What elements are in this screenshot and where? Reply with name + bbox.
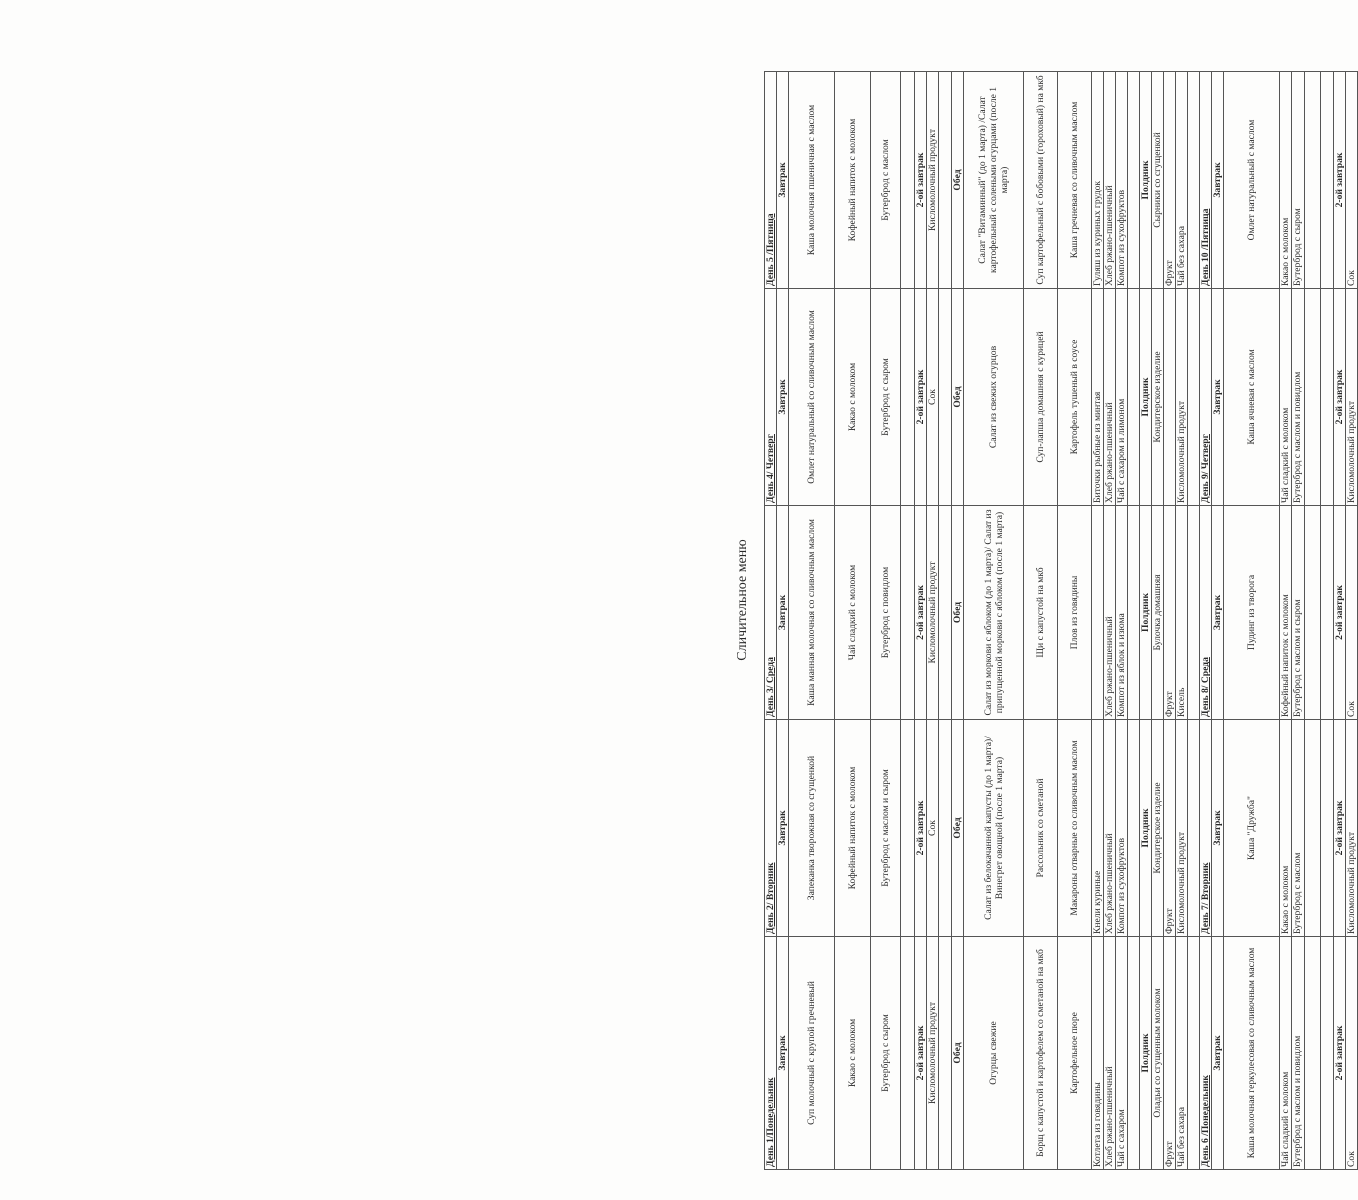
- dish-cell: Фрукт: [1164, 72, 1176, 289]
- dish-cell: Чай без сахара: [1176, 937, 1188, 1170]
- meal-label: Полдник: [1140, 720, 1152, 937]
- dish-cell: [1304, 72, 1320, 289]
- dish-cell: Сок: [927, 720, 939, 937]
- menu-row: [1188, 72, 1200, 1170]
- dish-cell: Биточки рыбные из минтая: [1092, 289, 1104, 506]
- dish-cell: [901, 72, 915, 289]
- meal-label: Полдник: [1140, 72, 1152, 289]
- dish-cell: Чай без сахара: [1176, 72, 1188, 289]
- dish-cell: Кофейный напиток с молоком: [1280, 506, 1292, 720]
- day-label: День 4/ Четверг: [765, 289, 777, 506]
- dish-cell: Компот из сухофруктов: [1116, 720, 1128, 937]
- meal-label: 2-ой завтрак: [915, 937, 927, 1170]
- menu-row: [1116, 72, 1128, 1170]
- menu-row: [1280, 72, 1292, 1170]
- dish-cell: Рассольник со сметаной: [1024, 720, 1058, 937]
- dish-cell: Картофель тушеный в соусе: [1058, 289, 1092, 506]
- dish-cell: Сок: [1345, 937, 1357, 1170]
- dish-cell: [1092, 506, 1104, 720]
- menu-table: [764, 71, 1358, 1170]
- dish-cell: Бутерброд с повидлом: [871, 506, 901, 720]
- dish-cell: Бутерброд с сыром: [871, 937, 901, 1170]
- meal-label: Завтрак: [1212, 289, 1224, 506]
- meal-label: Завтрак: [777, 720, 789, 937]
- dish-cell: [901, 289, 915, 506]
- menu-row: [835, 72, 871, 1170]
- meal-label: Завтрак: [777, 289, 789, 506]
- dish-cell: [901, 937, 915, 1170]
- dish-cell: Какао с молоком: [1280, 720, 1292, 937]
- menu-row: [927, 72, 939, 1170]
- dish-cell: Картофельное пюре: [1058, 937, 1092, 1170]
- dish-cell: Суп молочный с крупой гречневый: [789, 937, 835, 1170]
- dish-cell: Каша "Дружба": [1224, 720, 1280, 937]
- meal-label: Обед: [952, 506, 964, 720]
- dish-cell: [1320, 720, 1333, 937]
- menu-row: [1320, 72, 1333, 1170]
- dish-cell: Чай сладкий с молоком: [1280, 937, 1292, 1170]
- dish-cell: Бутерброд с сыром: [871, 289, 901, 506]
- dish-cell: [1320, 72, 1333, 289]
- dish-cell: [1128, 506, 1140, 720]
- dish-cell: Омлет натуральный со сливочным маслом: [789, 289, 835, 506]
- dish-cell: Хлеб ржано-пшеничный: [1104, 937, 1116, 1170]
- dish-cell: Хлеб ржано-пшеничный: [1104, 506, 1116, 720]
- meal-header-row: [1140, 72, 1152, 1170]
- meal-label: Обед: [952, 289, 964, 506]
- meal-label: Полдник: [1140, 289, 1152, 506]
- dish-cell: Сок: [1345, 506, 1357, 720]
- day-label: День 7/ Вторник: [1200, 720, 1212, 937]
- menu-row: [1304, 72, 1320, 1170]
- meal-label: Завтрак: [777, 506, 789, 720]
- day-header-row: [1200, 72, 1212, 1170]
- dish-cell: [1304, 937, 1320, 1170]
- dish-cell: Сок: [1345, 72, 1357, 289]
- dish-cell: Салат из белокачанной капусты (до 1 марта)/ Винегрет овощной (после 1 марта): [964, 720, 1024, 937]
- dish-cell: Каша молочная пшеничная с маслом: [789, 72, 835, 289]
- day-label: День 8/ Среда: [1200, 506, 1212, 720]
- day-label: День 6 /Понедельник: [1200, 937, 1212, 1170]
- menu-row: [1152, 72, 1164, 1170]
- dish-cell: Какао с молоком: [835, 937, 871, 1170]
- day-label: День 5 /Пятница: [765, 72, 777, 289]
- menu-row: [964, 72, 1024, 1170]
- meal-label: Полдник: [1140, 937, 1152, 1170]
- meal-header-row: [1212, 72, 1224, 1170]
- dish-cell: [1304, 289, 1320, 506]
- dish-cell: Чай с сахаром и лимоном: [1116, 289, 1128, 506]
- dish-cell: [901, 720, 915, 937]
- page-title: Сличительное меню: [735, 539, 750, 661]
- dish-cell: Хлеб ржано-пшеничный: [1104, 720, 1116, 937]
- dish-cell: Кондитерское изделие: [1152, 289, 1164, 506]
- dish-cell: Кисломолочный продукт: [927, 937, 939, 1170]
- dish-cell: Кисломолочный продукт: [1345, 720, 1357, 937]
- dish-cell: Борщ с капустой и картофелем со сметаной на мкб: [1024, 937, 1058, 1170]
- menu-row: [1224, 72, 1280, 1170]
- dish-cell: Бутерброд с маслом и повидлом: [1292, 289, 1304, 506]
- dish-cell: [1128, 72, 1140, 289]
- dish-cell: Кисель: [1176, 506, 1188, 720]
- dish-cell: Щи с капустой на мкб: [1024, 506, 1058, 720]
- day-label: День 10 /Пятница: [1200, 72, 1212, 289]
- dish-cell: Каша ячневая с маслом: [1224, 289, 1280, 506]
- menu-row: [1345, 72, 1357, 1170]
- day-label: День 1/Понедельник: [765, 937, 777, 1170]
- dish-cell: Чай сладкий с молоком: [835, 506, 871, 720]
- dish-cell: [1320, 506, 1333, 720]
- dish-cell: Сырники со сгущенкой: [1152, 72, 1164, 289]
- menu-row: [871, 72, 901, 1170]
- dish-cell: Компот из яблок и изюма: [1116, 506, 1128, 720]
- dish-cell: Пудинг из творога: [1224, 506, 1280, 720]
- dish-cell: Кофейный напиток с молоком: [835, 72, 871, 289]
- dish-cell: [939, 289, 952, 506]
- menu-row: [1092, 72, 1104, 1170]
- meal-label: 2-ой завтрак: [1333, 506, 1345, 720]
- day-label: День 3/ Среда: [765, 506, 777, 720]
- dish-cell: [1320, 289, 1333, 506]
- dish-cell: Кисломолочный продукт: [1176, 289, 1188, 506]
- menu-row: [789, 72, 835, 1170]
- dish-cell: [1164, 289, 1176, 506]
- meal-label: 2-ой завтрак: [1333, 72, 1345, 289]
- dish-cell: Кисломолочный продукт: [927, 72, 939, 289]
- dish-cell: Кофейный напиток с молоком: [835, 720, 871, 937]
- meal-label: Завтрак: [777, 937, 789, 1170]
- dish-cell: Салат "Витаминный" (до 1 марта) /Салат картофельный с солеными огурцами (после 1 марта): [964, 72, 1024, 289]
- dish-cell: Фрукт: [1164, 506, 1176, 720]
- dish-cell: Кнели куриные: [1092, 720, 1104, 937]
- meal-label: 2-ой завтрак: [1333, 937, 1345, 1170]
- dish-cell: [1188, 72, 1200, 289]
- menu-row: [1058, 72, 1092, 1170]
- dish-cell: Каша гречневая со сливочным маслом: [1058, 72, 1092, 289]
- dish-cell: [939, 720, 952, 937]
- menu-row: [1128, 72, 1140, 1170]
- dish-cell: Котлета из говядины: [1092, 937, 1104, 1170]
- meal-label: Обед: [952, 937, 964, 1170]
- dish-cell: [1128, 937, 1140, 1170]
- dish-cell: Кондитерское изделие: [1152, 720, 1164, 937]
- dish-cell: Чай сладкий с молоком: [1280, 289, 1292, 506]
- dish-cell: [1188, 937, 1200, 1170]
- dish-cell: [1188, 506, 1200, 720]
- dish-cell: [939, 937, 952, 1170]
- meal-label: 2-ой завтрак: [1333, 289, 1345, 506]
- meal-label: Завтрак: [777, 72, 789, 289]
- dish-cell: Кисломолочный продукт: [927, 506, 939, 720]
- menu-row: [1176, 72, 1188, 1170]
- dish-cell: Сок: [927, 289, 939, 506]
- dish-cell: Огурцы свежие: [964, 937, 1024, 1170]
- meal-header-row: [1333, 72, 1345, 1170]
- menu-row: [901, 72, 915, 1170]
- dish-cell: [1128, 289, 1140, 506]
- dish-cell: Фрукт: [1164, 720, 1176, 937]
- dish-cell: [1188, 289, 1200, 506]
- dish-cell: [939, 72, 952, 289]
- meal-label: Обед: [952, 720, 964, 937]
- dish-cell: [1320, 937, 1333, 1170]
- dish-cell: [1188, 720, 1200, 937]
- day-label: День 2/ Вторник: [765, 720, 777, 937]
- menu-row: [1104, 72, 1116, 1170]
- meal-label: 2-ой завтрак: [1333, 720, 1345, 937]
- dish-cell: Булочка домашняя: [1152, 506, 1164, 720]
- meal-label: Обед: [952, 72, 964, 289]
- dish-cell: Гуляш из куриных грудок: [1092, 72, 1104, 289]
- menu-row: [1164, 72, 1176, 1170]
- meal-label: Завтрак: [1212, 72, 1224, 289]
- meal-label: 2-ой завтрак: [915, 506, 927, 720]
- dish-cell: Омлет натуральный с маслом: [1224, 72, 1280, 289]
- dish-cell: Салат из моркови с яблоком (до 1 марта)/ Салат из припущенной моркови с яблоком (после 1 марта): [964, 506, 1024, 720]
- dish-cell: [1304, 506, 1320, 720]
- dish-cell: Бутерброд с сыром: [1292, 72, 1304, 289]
- dish-cell: Кисломолочный продукт: [1345, 289, 1357, 506]
- dish-cell: Суп-лапша домашняя с курицей: [1024, 289, 1058, 506]
- dish-cell: Чай с сахаром: [1116, 937, 1128, 1170]
- dish-cell: Кисломолочный продукт: [1176, 720, 1188, 937]
- meal-label: 2-ой завтрак: [915, 720, 927, 937]
- dish-cell: Каша манная молочная со сливочным маслом: [789, 506, 835, 720]
- meal-label: Полдник: [1140, 506, 1152, 720]
- meal-header-row: [915, 72, 927, 1170]
- dish-cell: Салат из свежих огурцов: [964, 289, 1024, 506]
- dish-cell: Бутерброд с маслом: [871, 72, 901, 289]
- dish-cell: [1304, 720, 1320, 937]
- dish-cell: Запеканка творожная со сгущенкой: [789, 720, 835, 937]
- dish-cell: Бутерброд с маслом и повидлом: [1292, 937, 1304, 1170]
- meal-header-row: [777, 72, 789, 1170]
- dish-cell: Бутерброд с маслом и сыром: [1292, 506, 1304, 720]
- meal-label: Завтрак: [1212, 720, 1224, 937]
- menu-row: [1024, 72, 1058, 1170]
- meal-label: Завтрак: [1212, 506, 1224, 720]
- day-label: День 9/ Четверг: [1200, 289, 1212, 506]
- meal-label: Завтрак: [1212, 937, 1224, 1170]
- dish-cell: Хлеб ржано-пшеничный: [1104, 72, 1116, 289]
- dish-cell: Каша молочная геркулесовая со сливочным маслом: [1224, 937, 1280, 1170]
- dish-cell: Бутерброд с маслом: [1292, 720, 1304, 937]
- dish-cell: Какао с молоком: [1280, 72, 1292, 289]
- dish-cell: Макароны отварные со сливочным маслом: [1058, 720, 1092, 937]
- meal-header-row: [952, 72, 964, 1170]
- menu-row: [939, 72, 952, 1170]
- dish-cell: Суп картофельный с бобовыми (гороховый) на мкб: [1024, 72, 1058, 289]
- day-header-row: [765, 72, 777, 1170]
- dish-cell: Бутерброд с маслом и сыром: [871, 720, 901, 937]
- menu-row: [1292, 72, 1304, 1170]
- dish-cell: Фрукт: [1164, 937, 1176, 1170]
- dish-cell: Какао с молоком: [835, 289, 871, 506]
- dish-cell: Плов из говядины: [1058, 506, 1092, 720]
- dish-cell: [901, 506, 915, 720]
- dish-cell: Оладьи со сгущенным молоком: [1152, 937, 1164, 1170]
- dish-cell: [1128, 720, 1140, 937]
- meal-label: 2-ой завтрак: [915, 289, 927, 506]
- meal-label: 2-ой завтрак: [915, 72, 927, 289]
- dish-cell: Компот из сухофруктов: [1116, 72, 1128, 289]
- dish-cell: Хлеб ржано-пшеничный: [1104, 289, 1116, 506]
- dish-cell: [939, 506, 952, 720]
